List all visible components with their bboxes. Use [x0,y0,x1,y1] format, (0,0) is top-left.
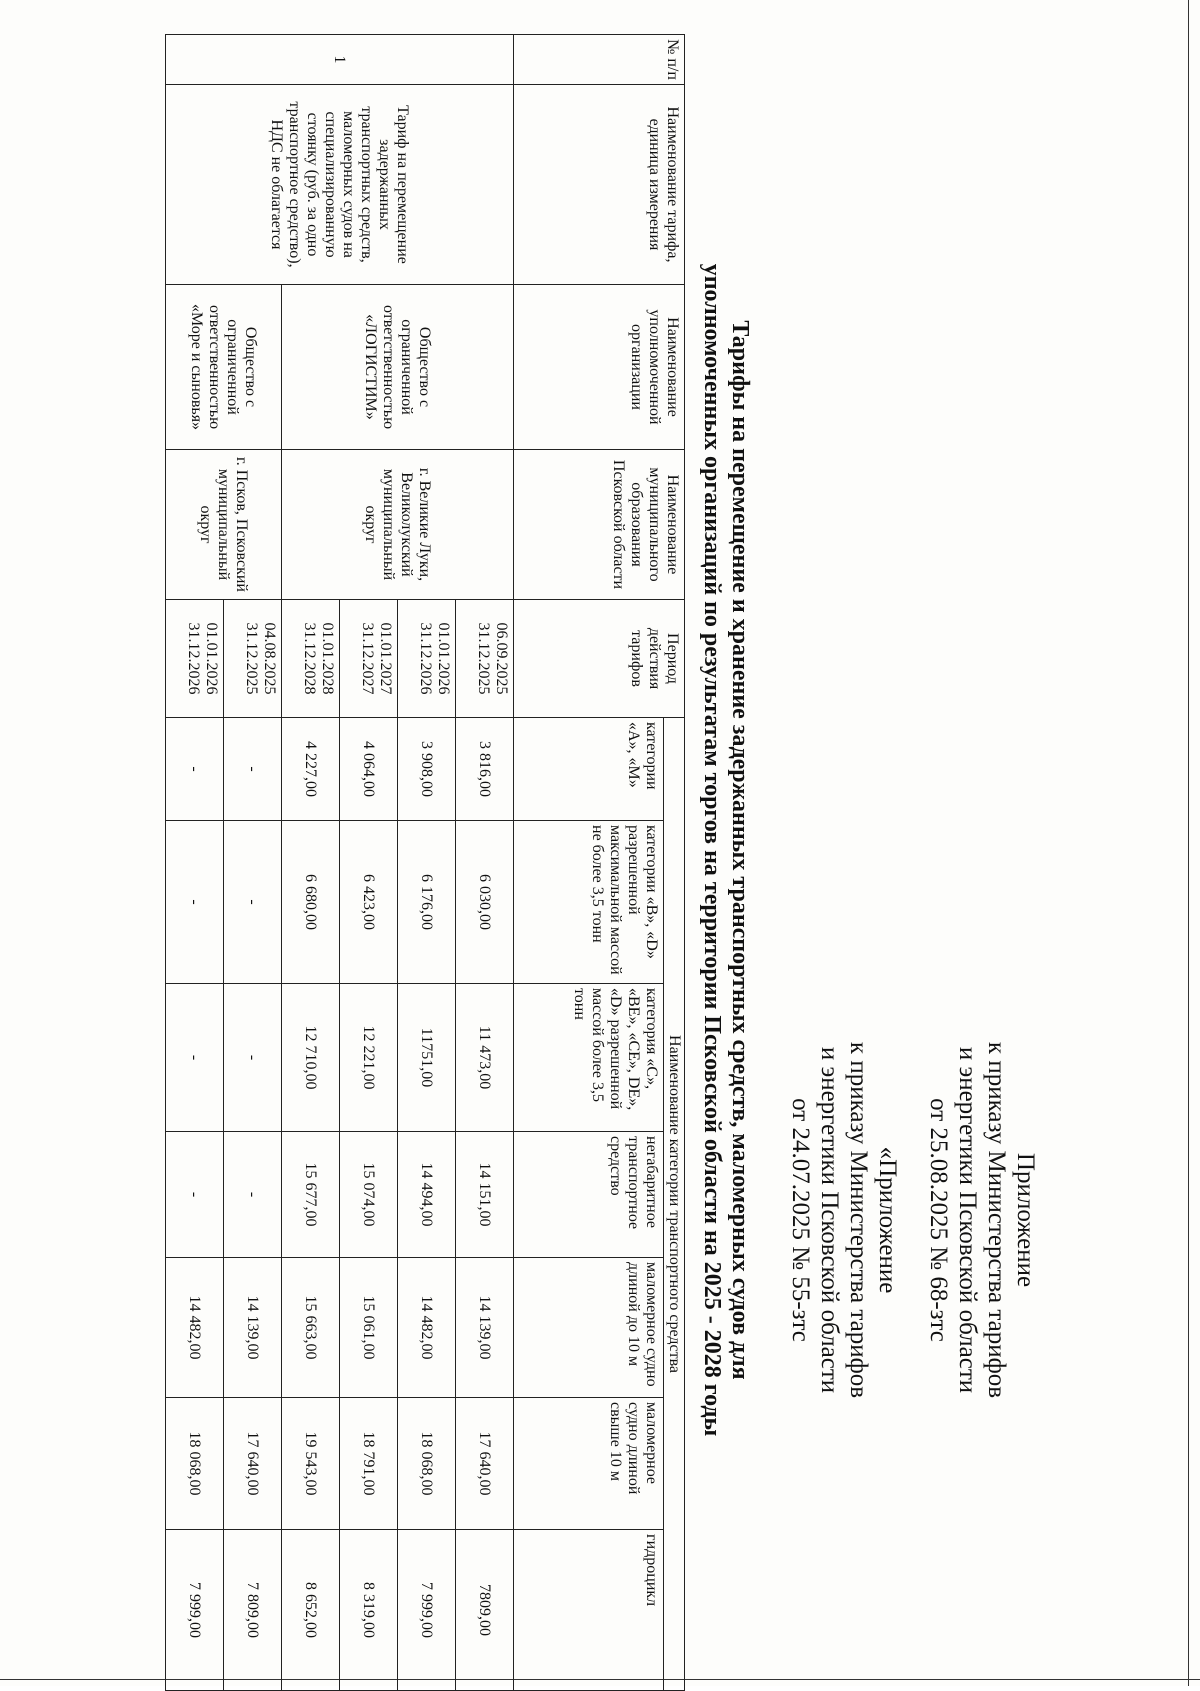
table-header-row [664,35,685,1691]
header-category: негабаритное транспортное средство [514,1132,664,1258]
period: 01.01.2026 31.12.2026 [166,600,224,718]
table-row [456,35,514,1691]
header-category-group: Наименование категории транспортного средства [664,718,685,1691]
tariff-value: 11 473,00 [456,984,514,1132]
tariff-value: 15 663,00 [282,1258,340,1398]
tariff-value: 15 074,00 [340,1132,398,1258]
header-line: и энергетики Псковской области [954,1046,981,1394]
tariff-value: 14 494,00 [398,1132,456,1258]
period: 01.01.2026 31.12.2026 [398,600,456,718]
tariff-value: 14 151,00 [456,1132,514,1258]
tariff-value: 6 030,00 [456,821,514,984]
tariff-value: 3 908,00 [398,718,456,821]
header-line: «Приложение [874,1146,901,1294]
tariff-value: 19 543,00 [282,1398,340,1530]
header-tariff: Наименование тарифа, единица измерения [514,85,685,285]
header-num: № п/п [514,35,685,85]
tariff-value: 6 680,00 [282,821,340,984]
org-municipality: г. Псков, Псковский муниципальный округ [166,450,282,600]
tariff-value: 7 999,00 [166,1530,224,1691]
tariff-value: - [224,821,282,984]
tariff-value: - [166,984,224,1132]
tariff-value: - [166,1132,224,1258]
tariff-value: 8 319,00 [340,1530,398,1691]
header-category: маломерное судно длиной свыше 10 м [514,1398,664,1530]
tariff-value: 4 227,00 [282,718,340,821]
tariff-value: 17 640,00 [224,1398,282,1530]
tariff-value: 18 791,00 [340,1398,398,1530]
row-number: 1 [166,35,514,85]
header-category: категории «А», «М» [514,718,664,821]
tariff-value: 6 176,00 [398,821,456,984]
title-line-1: Тарифы на перемещение и хранение задержанных транспортных средств, маломерных судов для [727,320,753,1380]
tariff-value: - [224,984,282,1132]
header-line: от 25.08.2025 № 68-зтс [925,1098,952,1342]
tariff-value: 14 482,00 [166,1258,224,1398]
tariff-value: 7809,00 [456,1530,514,1691]
header-category: маломерное судно длиной до 10 м [514,1258,664,1398]
tariff-value: 14 482,00 [398,1258,456,1398]
tariff-value: 4 064,00 [340,718,398,821]
header-line: к приказу Министерства тарифов [983,1041,1010,1399]
header-category: категории «В», «D» разрешенной максимальной массой не более 3,5 тонн [514,821,664,984]
tariff-value: 8 652,00 [282,1530,340,1691]
tariff-value: 14 139,00 [456,1258,514,1398]
header-line: от 24.07.2025 № 55-зтс [787,1098,814,1342]
tariff-value: 18 068,00 [166,1398,224,1530]
header-line: к приказу Министерства тарифов [845,1041,872,1399]
tariff-value: - [224,718,282,821]
tariff-value: - [224,1132,282,1258]
header-category: гидроцикл [514,1530,664,1691]
header-line: Приложение [1012,1152,1039,1288]
period: 01.01.2028 31.12.2028 [282,600,340,718]
tariff-value: 3 816,00 [456,718,514,821]
document-title [698,110,754,1590]
tariff-value: 11751,00 [398,984,456,1132]
header-category: категория «С», «ВЕ», «СЕ», DE», «D» разрешенной массой более 3,5 тонн [514,984,664,1132]
header-period: Период действия тарифов [514,600,685,718]
appendix-header [786,1000,1040,1440]
tariff-name: Тариф на перемещение задержанных транспортных средств, маломерных судов на специализированную стоянку (руб. за одно транспортное средство), НДС не облагается [166,85,514,285]
tariff-value: 15 061,00 [340,1258,398,1398]
period: 01.01.2027 31.12.2027 [340,600,398,718]
header-org: Наименование уполномоченной организации [514,285,685,450]
tariff-value: 12 221,00 [340,984,398,1132]
tariff-value: 7 809,00 [224,1530,282,1691]
title-line-2: уполномоченных организаций по результатам торгов на территории Псковской области на 2025 - 2028 годы [699,263,725,1437]
header-line: и энергетики Псковской области [816,1046,843,1394]
period: 06.09.2025 31.12.2025 [456,600,514,718]
org-municipality: г. Великие Луки, Великолукский муниципальный округ [282,450,514,600]
period: 04.08.2025 31.12.2025 [224,600,282,718]
tariff-value: 15 677,00 [282,1132,340,1258]
org-name: Общество с ограниченной ответственностью «ЛОГИСТИМ» [282,285,514,450]
tariff-value: - [166,718,224,821]
header-municipality: Наименование муниципального образования Псковской области [514,450,685,600]
tariff-value: - [166,821,224,984]
org-name: Общество с ограниченной ответственностью «Море и сыновья» [166,285,282,450]
tariff-value: 18 068,00 [398,1398,456,1530]
tariff-value: 17 640,00 [456,1398,514,1530]
tariff-value: 7 999,00 [398,1530,456,1691]
tariff-value: 12 710,00 [282,984,340,1132]
tariff-value: 6 423,00 [340,821,398,984]
tariff-table [165,34,685,1691]
tariff-value: 14 139,00 [224,1258,282,1398]
